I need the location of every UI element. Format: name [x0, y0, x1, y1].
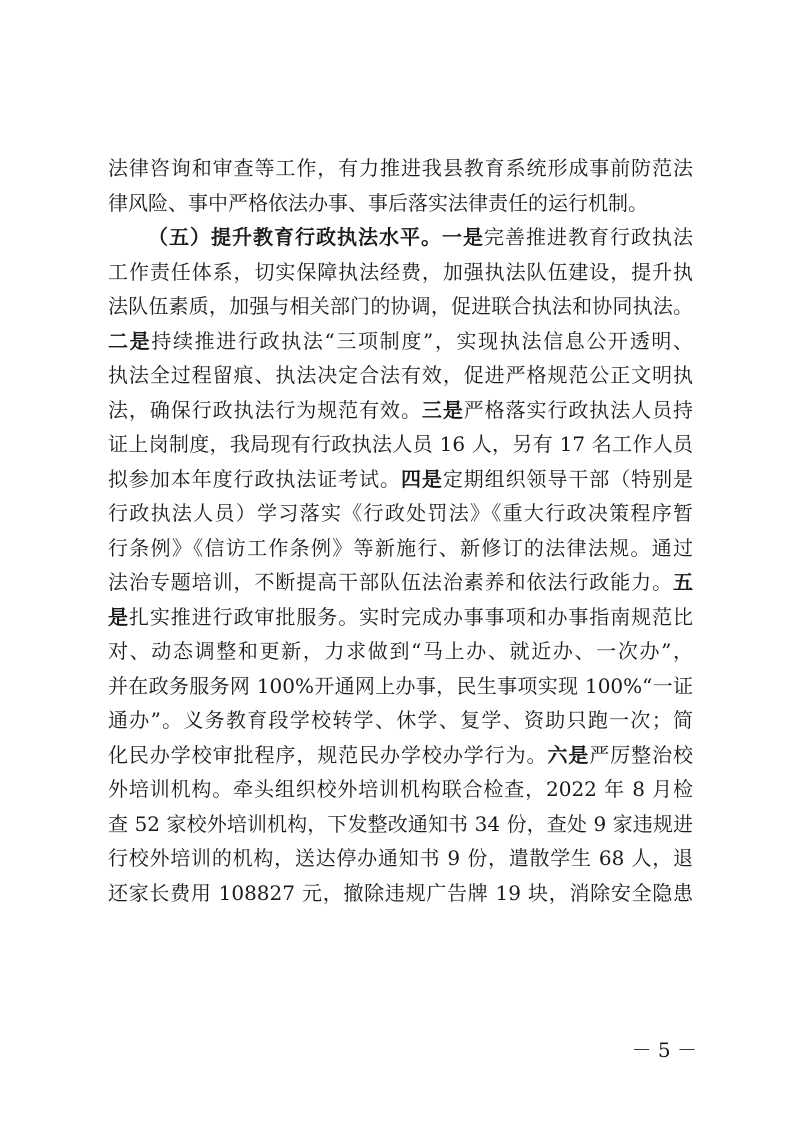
point-marker: 四是 — [400, 466, 443, 491]
text-span: 行政执法人员）学习落实《行政处罚法》《重大行政决策程序暂 — [108, 501, 693, 525]
text-span: 持续推进行政执法“三项制度”，实现执法信息公开透明、 — [151, 328, 694, 353]
text-line — [108, 393, 693, 428]
text-line — [108, 669, 693, 704]
text-line — [108, 151, 693, 186]
text-line — [108, 496, 693, 531]
text-span: 律风险、事中严格依法办事、事后落实法律责任的运行机制。 — [108, 190, 648, 215]
text-line — [108, 324, 693, 359]
text-line — [108, 876, 693, 911]
point-marker: 三是 — [421, 397, 464, 422]
text-span: 通办”。义务教育段学校转学、休学、复学、资助只跑一次；简 — [108, 708, 693, 732]
text-span: 并在政务服务网 100%开通网上办事，民生事项实现 100%“一证 — [108, 673, 693, 698]
point-marker: 六是 — [547, 742, 590, 767]
text-line — [108, 427, 693, 462]
text-line — [108, 841, 693, 876]
point-marker: 五 — [673, 570, 693, 594]
text-span: 还家长费用 108827 元，撤除违规广告牌 19 块，消除安全隐患 — [108, 880, 693, 905]
body-text — [108, 151, 693, 910]
text-span: 行条例》《信访工作条例》等新施行、新修订的法律法规。通过 — [108, 535, 693, 560]
text-span: 证上岗制度，我局现有行政执法人员 16 人，另有 17 名工作人员 — [108, 432, 693, 456]
text-span: 外培训机构。牵头组织校外培训机构联合检查，2022 年 8 月检 — [108, 777, 693, 801]
section-heading: （五）提升教育行政执法水平。 — [148, 225, 442, 249]
text-span: 扎实推进行政审批服务。实时完成办事事项和办事指南规范比 — [128, 604, 694, 629]
text-line — [108, 255, 693, 290]
text-line — [108, 703, 693, 738]
text-line — [108, 531, 693, 566]
point-marker: 二是 — [108, 328, 152, 353]
text-span: 对、动态调整和更新，力求做到“马上办、就近办、一次办”， — [108, 639, 693, 663]
point-marker: 一是 — [442, 225, 484, 249]
text-line — [108, 358, 693, 393]
text-span: 工作责任体系，切实保障执法经费，加强执法队伍建设，提升执 — [108, 259, 693, 284]
text-span: 法治专题培训，不断提高干部队伍法治素养和依法行政能力。 — [108, 570, 673, 594]
text-span: 拟参加本年度行政执法证考试。 — [108, 466, 401, 491]
point-marker: 是 — [108, 604, 129, 629]
text-line — [108, 600, 693, 635]
text-span: 严厉整治校 — [589, 742, 694, 767]
page-number: － 5 － — [631, 1038, 697, 1062]
text-line — [108, 565, 693, 600]
text-span: 定期组织领导干部（特别是 — [442, 466, 694, 491]
text-line — [108, 220, 693, 255]
text-span: 查 52 家校外培训机构，下发整改通知书 34 份，查处 9 家违规进 — [108, 811, 693, 836]
text-span: 完善推进教育行政执法 — [484, 225, 693, 249]
text-line — [108, 186, 693, 221]
text-line — [108, 738, 693, 773]
text-line — [108, 289, 693, 324]
text-line — [108, 462, 693, 497]
text-span: 法，确保行政执法行为规范有效。 — [108, 397, 422, 422]
text-span: 严格落实行政执法人员持 — [463, 397, 694, 422]
text-span: 化民办学校审批程序，规范民办学校办学行为。 — [108, 742, 548, 767]
text-span: 法律咨询和审查等工作，有力推进我县教育系统形成事前防范法 — [108, 156, 693, 180]
text-span: 法队伍素质，加强与相关部门的协调，促进联合执法和协同执法。 — [108, 294, 693, 318]
text-span: 执法全过程留痕、执法决定合法有效，促进严格规范公正文明执 — [108, 363, 693, 387]
text-line — [108, 772, 693, 807]
text-line — [108, 807, 693, 842]
text-span: 行校外培训的机构，送达停办通知书 9 份，遣散学生 68 人，退 — [108, 846, 693, 870]
text-line — [108, 634, 693, 669]
